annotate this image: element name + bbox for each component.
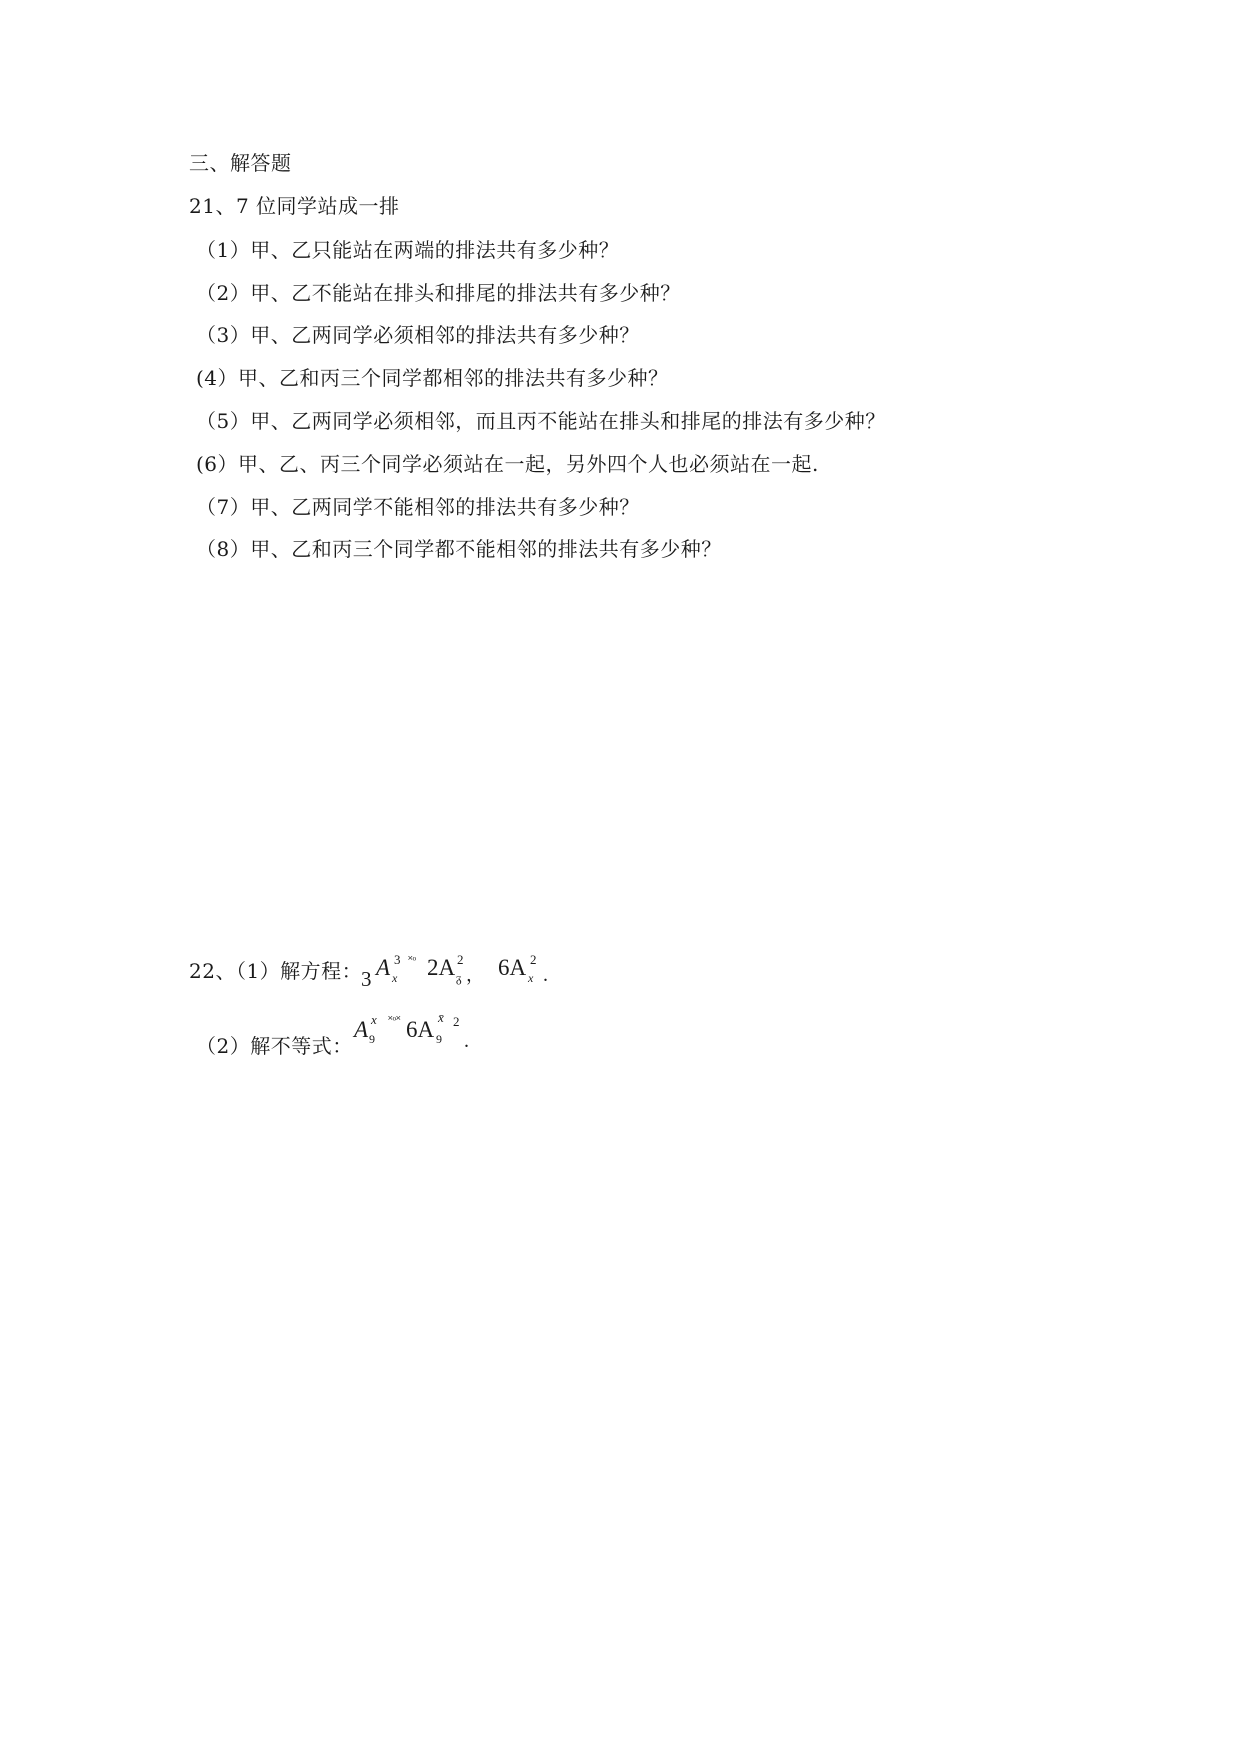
- eq2-a1-superscript: x: [371, 1012, 377, 1027]
- question-21-item-7: （7）甲、乙两同学不能相邻的排法共有多少种？: [196, 495, 640, 519]
- question-21-item-3: （3）甲、乙两同学必须相邻的排法共有多少种？: [196, 323, 640, 347]
- eq1-a3-superscript: 2: [530, 952, 537, 967]
- eq1-comma: ，: [466, 965, 484, 985]
- eq1-term-2: 2A: [427, 955, 456, 980]
- question-21-item-1: （1）甲、乙只能站在两端的排法共有多少种？: [196, 238, 620, 262]
- question-22-part-1-label: 22、（1）解方程：: [189, 959, 363, 983]
- question-21-title: 21、7 位同学站成一排: [189, 194, 400, 218]
- eq2-a2-superscript: x̄: [438, 1010, 444, 1025]
- eq1-period: .: [543, 964, 548, 986]
- eq1-a1-subscript: x: [392, 971, 398, 985]
- eq2-a2-subscript: 9: [436, 1032, 442, 1046]
- eq2-a1-subscript: 9: [369, 1032, 375, 1046]
- eq2-period: .: [464, 1030, 469, 1052]
- eq2-exponent-tail: 2: [453, 1014, 460, 1029]
- eq1-a2-subscript: ᵹ: [456, 971, 462, 985]
- question-21-item-4: (4）甲、乙和丙三个同学都相邻的排法共有多少种？: [196, 366, 669, 390]
- eq1-coefficient: 3: [361, 967, 372, 991]
- eq1-garbled-symbol: ˟ᵒ: [408, 953, 417, 967]
- question-22-part-2-label: （2）解不等式：: [196, 1034, 353, 1058]
- eq2-term-2: 6A: [406, 1017, 435, 1042]
- eq1-a2-superscript: 2: [457, 952, 464, 967]
- eq1-a-symbol-1: A: [376, 955, 391, 980]
- eq1-term-3: 6A: [498, 955, 527, 980]
- eq2-garbled-symbol: ˟ᵒ˟: [388, 1013, 401, 1027]
- section-title: 三、解答题: [189, 151, 292, 175]
- question-21-item-5: （5）甲、乙两同学必须相邻，而且丙不能站在排头和排尾的排法有多少种？: [196, 409, 886, 433]
- question-21-item-2: （2）甲、乙不能站在排头和排尾的排法共有多少种？: [196, 281, 681, 305]
- eq2-a-symbol-1: A: [354, 1017, 369, 1042]
- question-21-item-6: (6）甲、乙、丙三个同学必须站在一起，另外四个人也必须站在一起.: [196, 452, 819, 476]
- question-21-item-8: （8）甲、乙和丙三个同学都不能相邻的排法共有多少种？: [196, 537, 722, 561]
- eq1-a3-subscript: x: [528, 971, 534, 985]
- eq1-a1-superscript: 3: [394, 952, 401, 967]
